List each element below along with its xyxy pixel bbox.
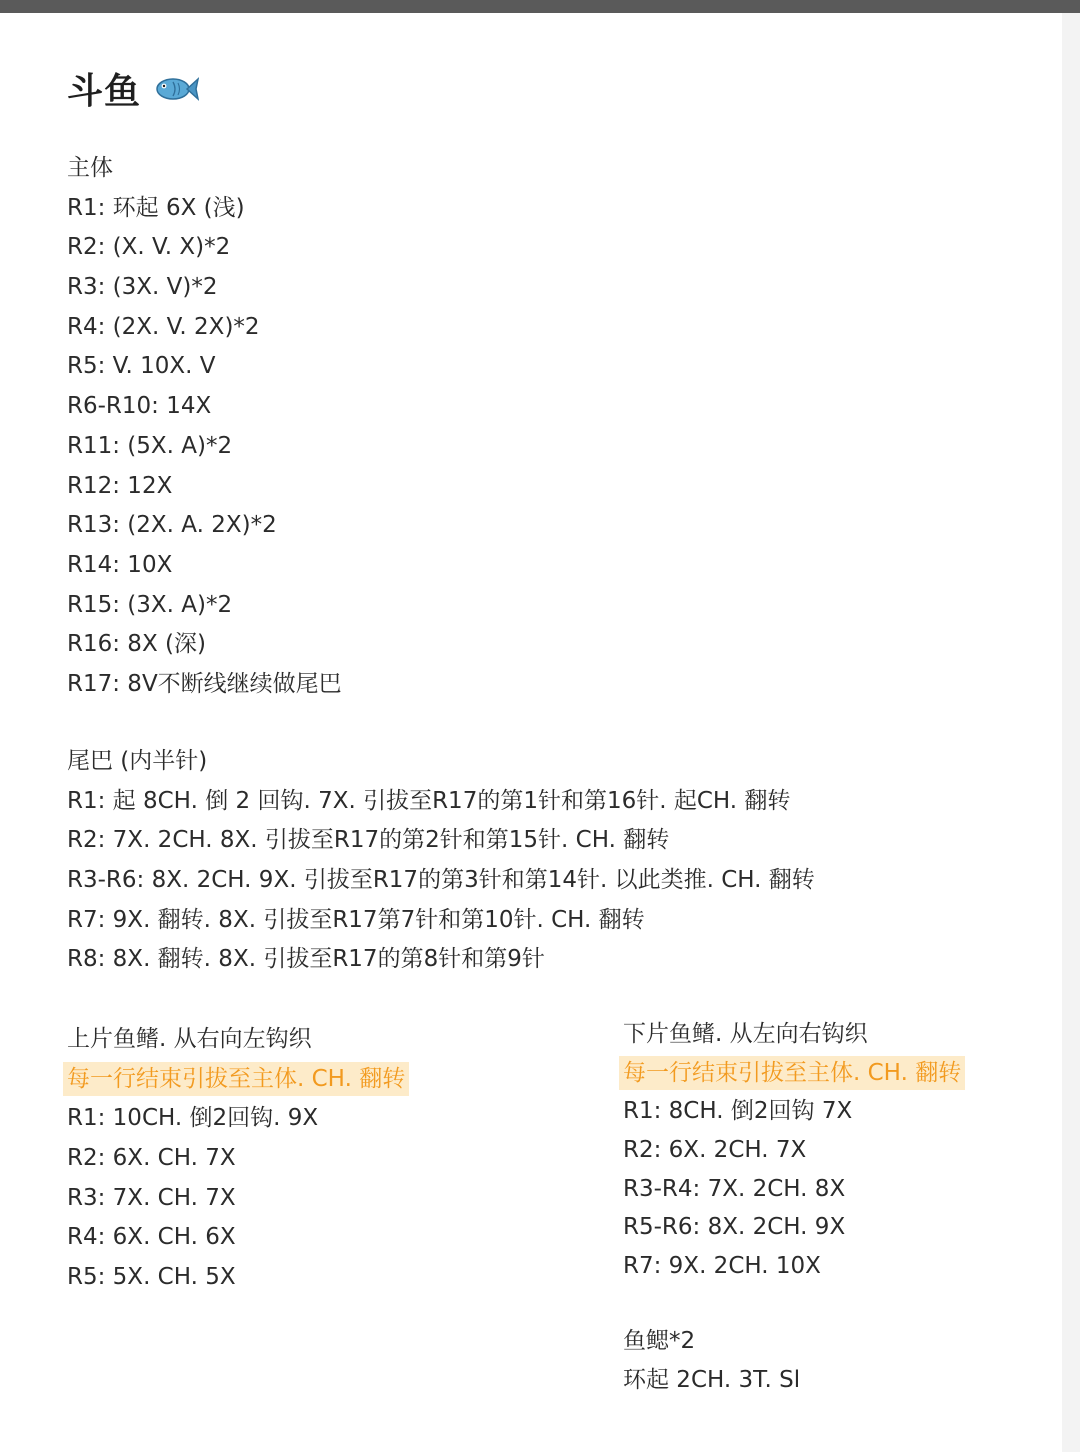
lower-fin-row: R3-R4: 7X. 2CH. 8X — [623, 1175, 846, 1202]
gill-heading: 鱼鳃*2 — [623, 1328, 696, 1354]
upper-fin-heading: 上片鱼鳍. 从右向左钩织 — [67, 1026, 312, 1052]
tail-row: R7: 9X. 翻转. 8X. 引拔至R17第7针和第10针. CH. 翻转 — [67, 906, 645, 933]
lower-fin-note: 每一行结束引拔至主体. CH. 翻转 — [619, 1056, 965, 1090]
body-row: R11: (5X. A)*2 — [67, 432, 233, 459]
upper-fin-note: 每一行结束引拔至主体. CH. 翻转 — [63, 1062, 409, 1096]
tail-row: R8: 8X. 翻转. 8X. 引拔至R17的第8针和第9针 — [67, 946, 545, 973]
body-row: R3: (3X. V)*2 — [67, 274, 218, 301]
tail-section — [67, 742, 815, 980]
top-bar — [0, 0, 1080, 13]
body-heading: 主体 — [67, 155, 113, 181]
upper-fin-row: R5: 5X. CH. 5X — [67, 1264, 236, 1291]
tail-row: R2: 7X. 2CH. 8X. 引拔至R17的第2针和第15针. CH. 翻转 — [67, 827, 670, 854]
body-row: R14: 10X — [67, 551, 173, 578]
body-row: R17: 8V不断线继续做尾巴 — [67, 670, 342, 697]
body-section — [67, 149, 342, 705]
tail-row: R3-R6: 8X. 2CH. 9X. 引拔至R17的第3针和第14针. 以此类推. CH. 翻转 — [67, 867, 815, 894]
lower-fin-row: R2: 6X. 2CH. 7X — [623, 1137, 807, 1164]
upper-fin-row: R3: 7X. CH. 7X — [67, 1184, 236, 1211]
body-row: R13: (2X. A. 2X)*2 — [67, 512, 277, 539]
body-row: R15: (3X. A)*2 — [67, 591, 233, 618]
body-row: R12: 12X — [67, 472, 173, 499]
title-row — [67, 63, 199, 114]
lower-fin-section — [623, 1015, 965, 1286]
gill-section — [623, 1322, 800, 1399]
body-row: R1: 环起 6X (浅) — [67, 194, 245, 221]
upper-fin-row: R4: 6X. CH. 6X — [67, 1224, 236, 1251]
fish-icon — [155, 74, 199, 104]
tail-row: R1: 起 8CH. 倒 2 回钩. 7X. 引拔至R17的第1针和第16针. 起CH. 翻转 — [67, 787, 791, 814]
lower-fin-row: R7: 9X. 2CH. 10X — [623, 1253, 821, 1280]
body-row: R6-R10: 14X — [67, 393, 212, 420]
upper-fin-row: R1: 10CH. 倒2回钩. 9X — [67, 1105, 319, 1132]
lower-fin-heading: 下片鱼鳍. 从左向右钩织 — [623, 1021, 868, 1047]
body-row: R4: (2X. V. 2X)*2 — [67, 313, 260, 340]
right-edge — [1062, 13, 1080, 1452]
page-title: 斗鱼 — [67, 71, 142, 112]
document-page — [0, 13, 1062, 1452]
body-row: R16: 8X (深) — [67, 631, 206, 658]
upper-fin-row: R2: 6X. CH. 7X — [67, 1145, 236, 1172]
body-row: R2: (X. V. X)*2 — [67, 234, 231, 261]
body-row: R5: V. 10X. V — [67, 353, 216, 380]
gill-row: 环起 2CH. 3T. Sl — [623, 1366, 801, 1393]
lower-fin-row: R1: 8CH. 倒2回钩 7X — [623, 1098, 853, 1125]
tail-heading: 尾巴 (内半针) — [67, 748, 208, 774]
upper-fin-section — [67, 1020, 409, 1298]
lower-fin-row: R5-R6: 8X. 2CH. 9X — [623, 1214, 846, 1241]
